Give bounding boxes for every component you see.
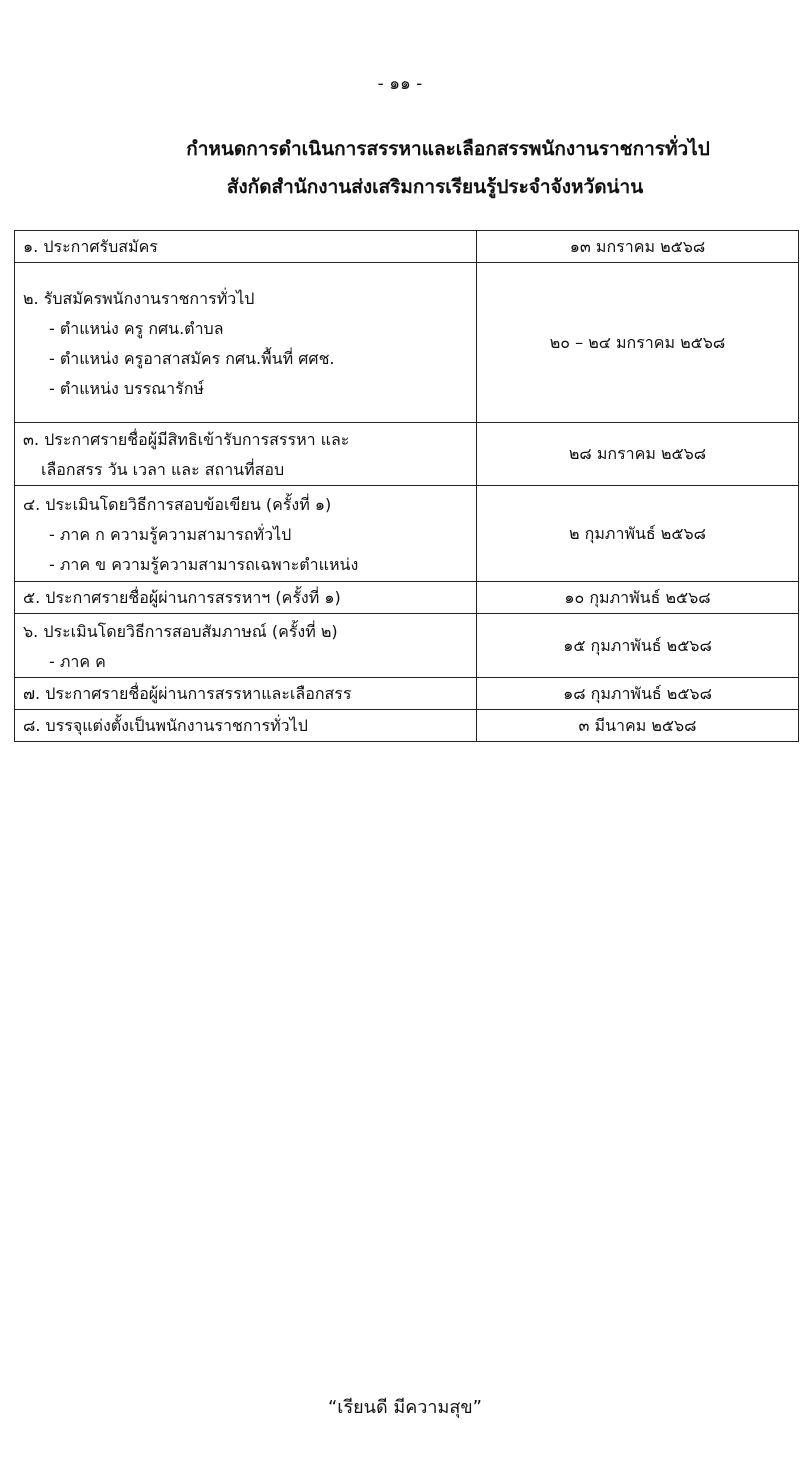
activity-cell (15, 263, 477, 423)
activity-text: เลือกสรร วัน เวลา และ สถานที่สอบ (41, 460, 285, 479)
activity-text: ๓. ประกาศรายชื่อผู้มีสิทธิเข้ารับการสรรหา และ (23, 430, 350, 449)
table-row (15, 678, 799, 710)
document-title-line-1: กำหนดการดำเนินการสรรหาและเลือกสรรพนักงานราชการทั่วไป (186, 138, 710, 160)
activity-text: ๔. ประเมินโดยวิธีการสอบข้อเขียน (ครั้งที่ ๑) (23, 494, 332, 514)
schedule-table (14, 230, 799, 742)
table-row (15, 614, 799, 678)
activity-text: ๕. ประกาศรายชื่อผู้ผ่านการสรรหาฯ (ครั้งที่ ๑) (23, 587, 341, 607)
table-row (15, 582, 799, 614)
page-number: - ๑๑ - (377, 74, 423, 94)
date-cell: ๓ มีนาคม ๒๕๖๘ (477, 710, 799, 742)
activity-subitem: - ตำแหน่ง ครู กศน.ตำบล (49, 318, 224, 338)
activity-cell (15, 582, 477, 614)
activity-cell (15, 423, 477, 486)
table-row (15, 423, 799, 486)
activity-cell (15, 710, 477, 742)
date-cell: ๑๘ กุมภาพันธ์ ๒๕๖๘ (477, 678, 799, 710)
activity-text: ๘. บรรจุแต่งตั้งเป็นพนักงานราชการทั่วไป (23, 715, 308, 735)
activity-text: ๑. ประกาศรับสมัคร (23, 236, 158, 256)
activity-subitem: - ตำแหน่ง ครูอาสาสมัคร กศน.พื้นที่ ศศช. (49, 348, 335, 368)
date-cell: ๒๘ มกราคม ๒๕๖๘ (477, 423, 799, 486)
activity-text: ๒. รับสมัครพนักงานราชการทั่วไป (23, 288, 255, 308)
table-row (15, 486, 799, 582)
activity-subitem: - ภาค ข ความรู้ความสามารถเฉพาะตำแหน่ง (49, 554, 359, 574)
activity-cell (15, 486, 477, 582)
activity-subitem: - ตำแหน่ง บรรณารักษ์ (49, 378, 204, 398)
document-title-line-2: สังกัดสำนักงานส่งเสริมการเรียนรู้ประจำจังหวัดน่าน (226, 176, 644, 198)
date-cell: ๑๐ กุมภาพันธ์ ๒๕๖๘ (477, 582, 799, 614)
date-cell: ๒๐ – ๒๔ มกราคม ๒๕๖๘ (477, 263, 799, 423)
activity-subitem: - ภาค ค (49, 651, 106, 671)
footer-motto: “เรียนดี มีความสุข” (327, 1397, 482, 1418)
activity-cell (15, 678, 477, 710)
table-row (15, 263, 799, 423)
activity-subitem: - ภาค ก ความรู้ความสามารถทั่วไป (49, 524, 292, 544)
activity-text: ๗. ประกาศรายชื่อผู้ผ่านการสรรหาและเลือกสรร (23, 683, 352, 703)
activity-text: ๖. ประเมินโดยวิธีการสอบสัมภาษณ์ (ครั้งที่ ๒) (23, 621, 338, 641)
table-row (15, 231, 799, 263)
activity-cell (15, 231, 477, 263)
date-cell: ๒ กุมภาพันธ์ ๒๕๖๘ (477, 486, 799, 582)
table-row (15, 710, 799, 742)
activity-cell (15, 614, 477, 678)
date-cell: ๑๕ กุมภาพันธ์ ๒๕๖๘ (477, 614, 799, 678)
date-cell: ๑๓ มกราคม ๒๕๖๘ (477, 231, 799, 263)
